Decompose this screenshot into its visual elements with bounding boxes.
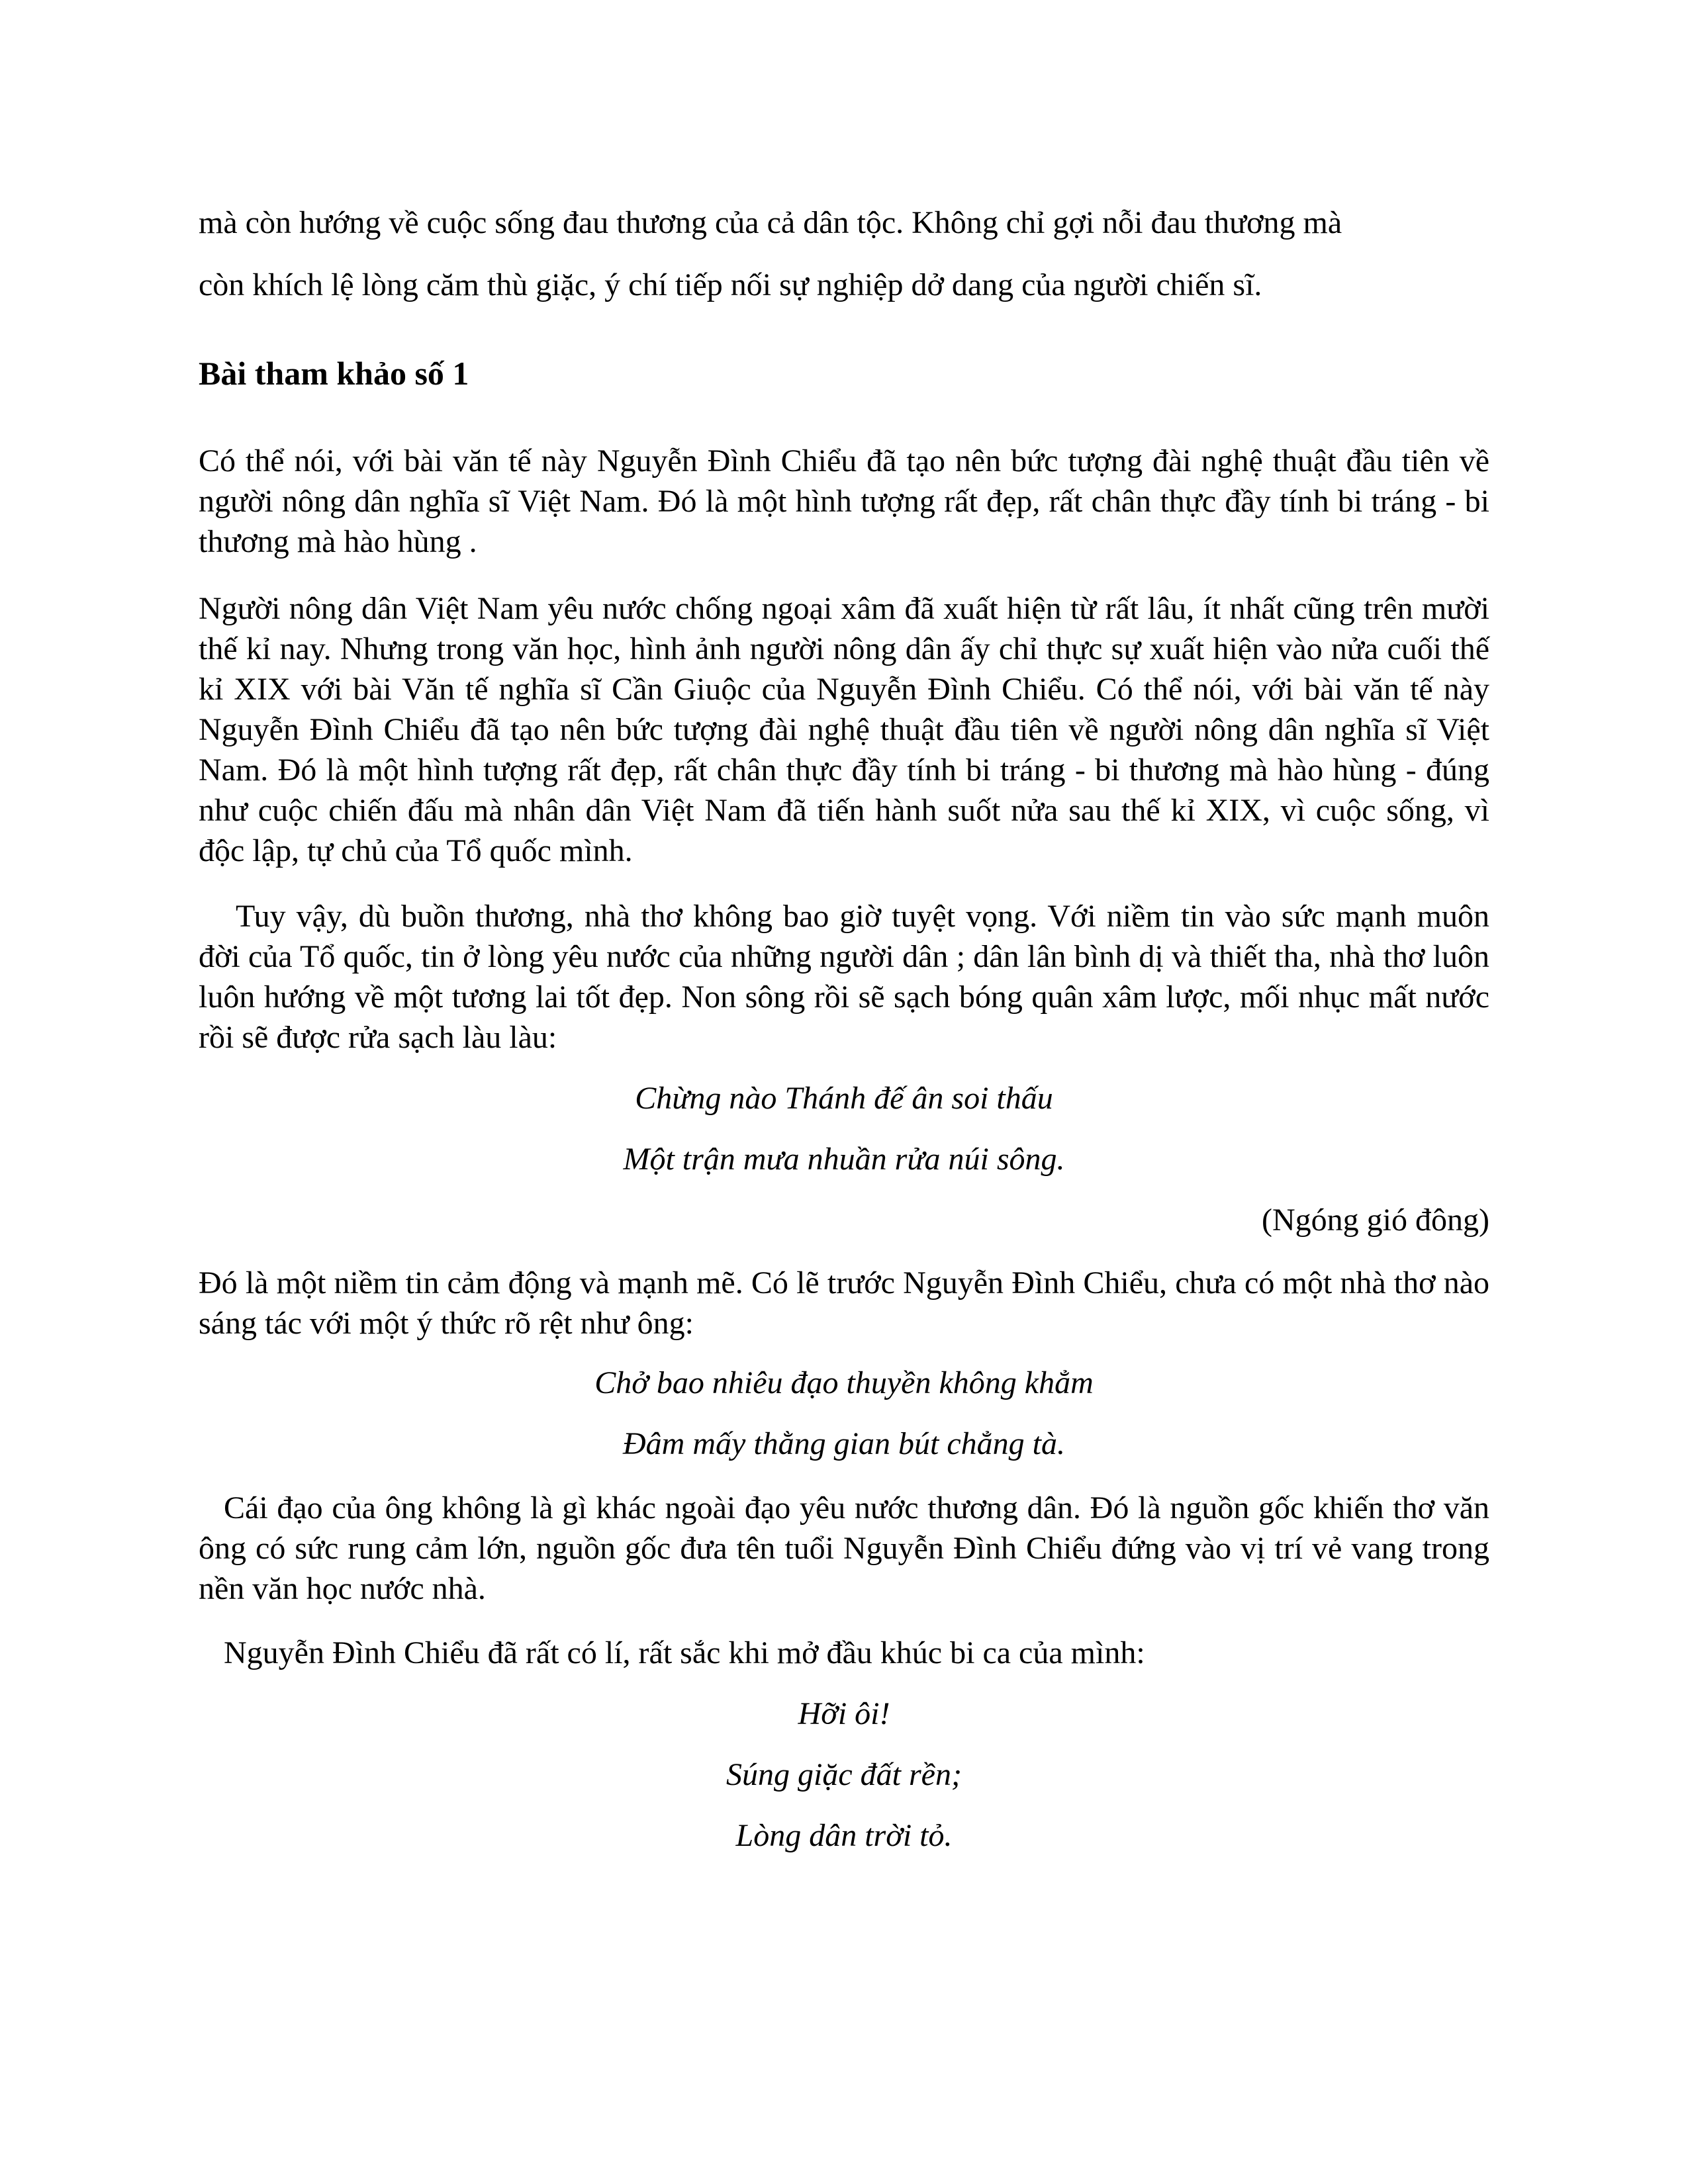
verse-2-line-2: Đâm mấy thằng gian bút chẳng tà. (623, 1426, 1065, 1461)
verse-3-line-1: Hỡi ôi! (798, 1696, 890, 1731)
verse-1-line-2: Một trận mưa nhuần rửa núi sông. (623, 1142, 1065, 1177)
paragraph-1: Có thể nói, với bài văn tế này Nguyễn Đình Chiểu đã tạo nên bức tượng đài nghệ thuật đầu tiên về người nông dân nghĩa sĩ Việt Nam. Đó là một hình tượng rất đẹp, rất chân thực đầy tính bi tráng - bi thương mà hào hùng . (199, 443, 1489, 559)
verse-2-line-1: Chở bao nhiêu đạo thuyền không khẳm (594, 1365, 1094, 1400)
verse-1-line-1: Chừng nào Thánh đế ân soi thấu (635, 1081, 1053, 1116)
intro-paragraph (199, 192, 1489, 316)
verse-3-line-3: Lòng dân trời tỏ. (735, 1818, 953, 1853)
intro-line-1: mà còn hướng về cuộc sống đau thương của cả dân tộc. Không chỉ gợi nỗi đau thương mà (199, 205, 1342, 240)
paragraph-3: Tuy vậy, dù buồn thương, nhà thơ không bao giờ tuyệt vọng. Với niềm tin vào sức mạnh muôn đời của Tổ quốc, tin ở lòng yêu nước của những người dân ; dân lân bình dị và thiết tha, nhà thơ luôn luôn hướng về một tương lai tốt đẹp. Non sông rồi sẽ sạch bóng quân xâm lược, mối nhục mất nước rồi sẽ được rửa sạch làu làu: (199, 899, 1489, 1055)
document-page (199, 192, 1489, 1856)
paragraph-6: Nguyễn Đình Chiểu đã rất có lí, rất sắc khi mở đầu khúc bi ca của mình: (224, 1635, 1145, 1670)
verse-1-source: (Ngóng gió đông) (1262, 1203, 1489, 1238)
paragraph-5: Cái đạo của ông không là gì khác ngoài đạo yêu nước thương dân. Đó là nguồn gốc khiến thơ văn ông có sức rung cảm lớn, nguồn gốc đưa tên tuổi Nguyễn Đình Chiểu đứng vào vị trí vẻ vang trong nền văn học nước nhà. (199, 1490, 1489, 1606)
paragraph-2: Người nông dân Việt Nam yêu nước chống ngoại xâm đã xuất hiện từ rất lâu, ít nhất cũng trên mười thế kỉ nay. Nhưng trong văn học, hình ảnh người nông dân ấy chỉ thực sự xuất hiện vào nửa cuối thế kỉ XIX với bài Văn tế nghĩa sĩ Cần Giuộc của Nguyễn Đình Chiểu. Có thể nói, với bài văn tế này Nguyễn Đình Chiểu đã tạo nên bức tượng đài nghệ thuật đầu tiên về người nông dân nghĩa sĩ Việt Nam. Đó là một hình tượng rất đẹp, rất chân thực đầy tính bi tráng - bi thương mà hào hùng - đúng như cuộc chiến đấu mà nhân dân Việt Nam đã tiến hành suốt nửa sau thế kỉ XIX, vì cuộc sống, vì độc lập, tự chủ của Tổ quốc mình. (199, 591, 1489, 868)
intro-line-2: còn khích lệ lòng căm thù giặc, ý chí tiếp nối sự nghiệp dở dang của người chiến sĩ. (199, 267, 1262, 302)
section-heading: Bài tham khảo số 1 (199, 355, 469, 392)
paragraph-4: Đó là một niềm tin cảm động và mạnh mẽ. Có lẽ trước Nguyễn Đình Chiểu, chưa có một nhà thơ nào sáng tác với một ý thức rõ rệt như ông: (199, 1265, 1489, 1341)
verse-3-line-2: Súng giặc đất rền; (726, 1757, 962, 1792)
